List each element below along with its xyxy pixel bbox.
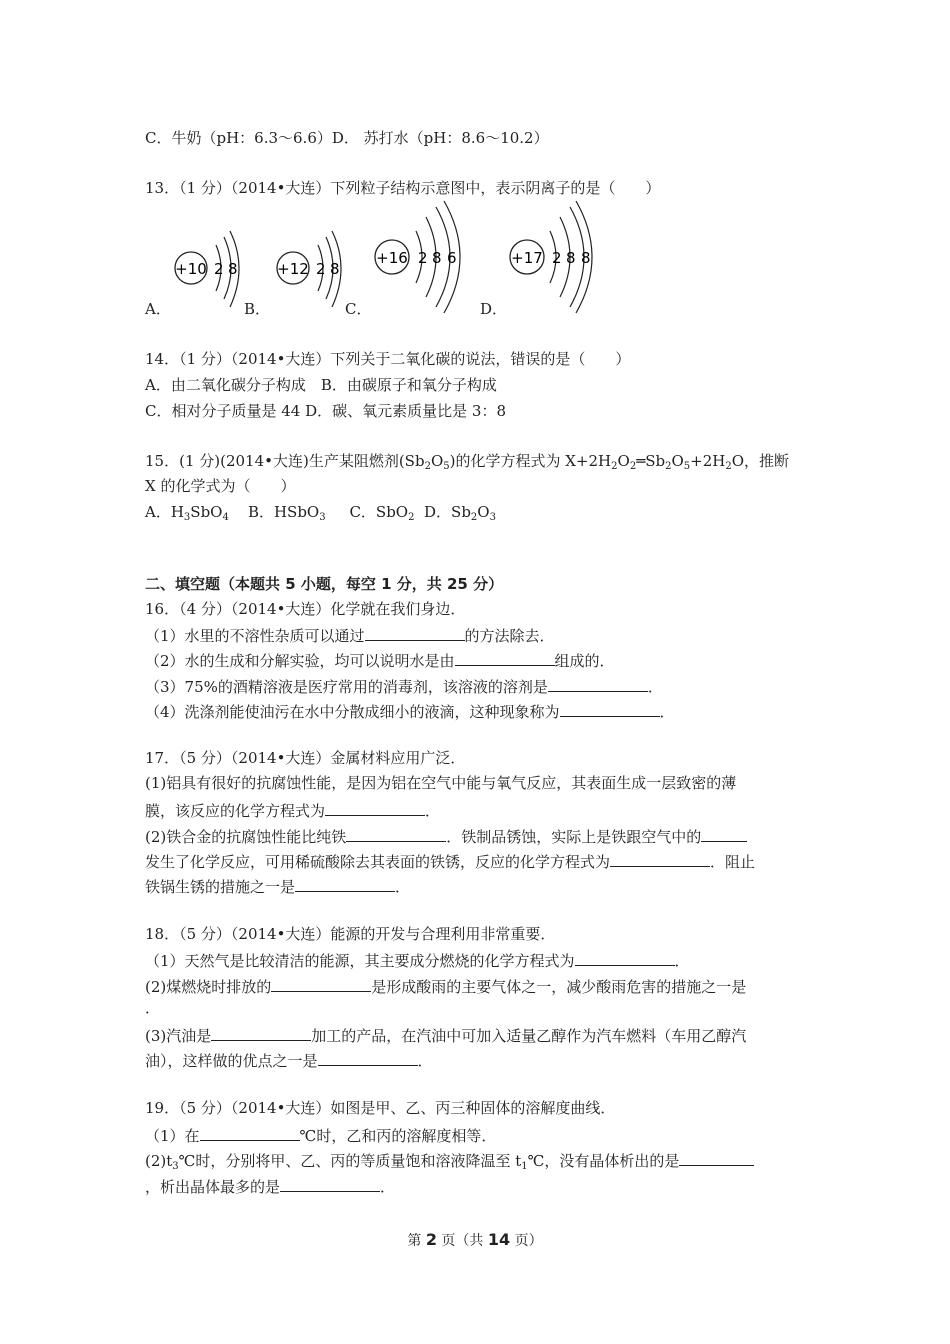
q13-d-shell-3: 8 [581,249,591,267]
q15-options [145,502,496,522]
q13-a-shell-2: 8 [228,260,238,278]
q19-line-2: $(2)t_3℃$时，分别将甲、乙、丙的等质量饱和溶液降温至 $t_1℃$，没有晶体析出的是 [145,1149,754,1171]
q13-b-shell-2: 8 [330,260,340,278]
page-number: 2 [425,1230,437,1249]
q13-c-shell-1: 2 [418,249,428,267]
q17-stem: 17．（5 分）（2014•大连）金属材料应用广泛． [145,749,466,767]
q17-line-3: (2)铁合金的抗腐蚀性能比纯铁 ．铁制品锈蚀，实际上是铁跟空气中的 [145,825,747,847]
q17-blank-3[interactable] [701,825,747,842]
q19-blank-1[interactable] [200,1124,300,1141]
q17-blank-5[interactable] [295,875,395,892]
q18-stem: 18．（5 分）（2014•大连）能源的开发与合理利用非常重要． [145,925,556,943]
q18-blank-1[interactable] [575,949,675,966]
section-2-title: 二、填空题（本题共 5 小题，每空 1 分，共 25 分） [145,575,504,593]
q18-blank-4[interactable] [318,1049,418,1066]
q13-d-shell-2: 8 [566,249,576,267]
q16-blank-3[interactable] [548,675,648,692]
q16-blank-4[interactable] [560,700,660,717]
q16-line-4: （4）洗涤剂能使油污在水中分散成细小的液滴，这种现象称为 ． [145,700,675,722]
q18-line-5: 油），这样做的优点之一是 ． [145,1049,433,1071]
q18-line-1: （1）天然气是比较清洁的能源，其主要成分燃烧的化学方程式为 ． [145,949,690,971]
q13-c-nucleus: +16 [376,249,408,267]
q16-stem: 16．（4 分）（2014•大连）化学就在我们身边． [145,600,466,618]
q13-diagram-c [370,195,490,315]
q16-blank-2[interactable] [455,649,555,666]
q12-options-cd: C．牛奶（pH：6.3～6.6）D． 苏打水（pH：8.6～10.2） [145,129,549,147]
q13-diagram-d [500,195,610,315]
q15-stem: 15．(1 分)(2014•大连)生产某阻燃剂$(Sb_2O_5)$的化学方程式为 $X+2H_2O_2═Sb_2O_5+2H_2O$，推断 [145,452,790,472]
q18-line-4: (3)汽油是 加工的产品，在汽油中可加入适量乙醇作为汽车燃料（车用乙醇汽 [145,1024,746,1046]
q13-d-nucleus: +17 [511,249,543,267]
q15-option-a[interactable]: A．$H_3SbO_4$ [145,503,229,523]
q19-blank-3[interactable] [280,1175,380,1192]
page-footer: 第 2 页（共 14 页） [407,1230,543,1249]
q19-line-3: ，析出晶体最多的是 ． [145,1175,395,1197]
q19-line-1: （1）在 ℃时，乙和丙的溶解度相等． [145,1124,496,1146]
page-total: 14 [487,1230,511,1249]
q16-blank-1[interactable] [365,624,465,641]
q18-line-2: (2)煤燃烧时排放的 是形成酸雨的主要气体之一，减少酸雨危害的措施之一是 [145,975,746,997]
q19-stem: 19．（5 分）（2014•大连）如图是甲、乙、丙三种固体的溶解度曲线． [145,1099,616,1117]
q17-line-2: 膜，该反应的化学方程式为 ． [145,799,440,821]
q17-blank-4[interactable] [610,850,710,867]
q18-blank-2[interactable] [271,975,371,992]
q16-line-3: （3）75%的酒精溶液是医疗常用的消毒剂，该溶液的溶剂是 ． [145,675,663,697]
q17-line-1: (1)铝具有很好的抗腐蚀性能，是因为铝在空气中能与氧气反应，其表面生成一层致密的薄 [145,774,737,792]
q19-blank-2[interactable] [679,1149,754,1166]
q13-c-shell-3: 6 [447,249,457,267]
q13-option-c[interactable]: C． [345,300,372,318]
q18-blank-3[interactable] [211,1024,311,1041]
q15-option-c[interactable]: C．SbO$_2$ [349,503,415,523]
q13-d-shell-1: 2 [552,249,562,267]
q13-b-nucleus: +12 [277,260,309,278]
q13-option-d[interactable]: D． [480,300,508,318]
q15-option-d[interactable]: D．$Sb_2O_3$ [424,503,496,523]
q18-line-3: ． [145,999,161,1017]
q13-option-b[interactable]: B． [244,300,271,318]
q17-blank-2[interactable] [346,825,446,842]
q13-b-shell-1: 2 [316,260,326,278]
q13-a-nucleus: +10 [175,260,207,278]
q16-line-1: （1）水里的不溶性杂质可以通过 的方法除去． [145,624,555,646]
q14-stem: 14．（1 分）（2014•大连）下列关于二氧化碳的说法，错误的是（ ） [145,350,631,368]
q14-options-ab: A．由二氧化碳分子构成 B．由碳原子和氧分子构成 [145,376,497,394]
q15-option-b[interactable]: B．HSbO$_3$ [247,503,326,523]
q13-c-shell-2: 8 [432,249,442,267]
q16-line-2: （2）水的生成和分解实验，均可以说明水是由 组成的． [145,649,615,671]
q17-blank-1[interactable] [325,799,425,816]
q17-line-4: 发生了化学反应，可用稀硫酸除去其表面的铁锈，反应的化学方程式为 ．阻止 [145,850,755,872]
q13-a-shell-1: 2 [214,260,224,278]
q14-options-cd: C．相对分子质量是 44 D．碳、氧元素质量比是 3：8 [145,402,506,420]
q13-option-a[interactable]: A． [145,300,171,318]
q17-line-5: 铁锅生锈的措施之一是 ． [145,875,410,897]
q15-stem-line2: X 的化学式为（ ） [145,477,296,495]
q13-stem: 13．（1 分）（2014•大连）下列粒子结构示意图中，表示阴离子的是（ ） [145,179,661,197]
